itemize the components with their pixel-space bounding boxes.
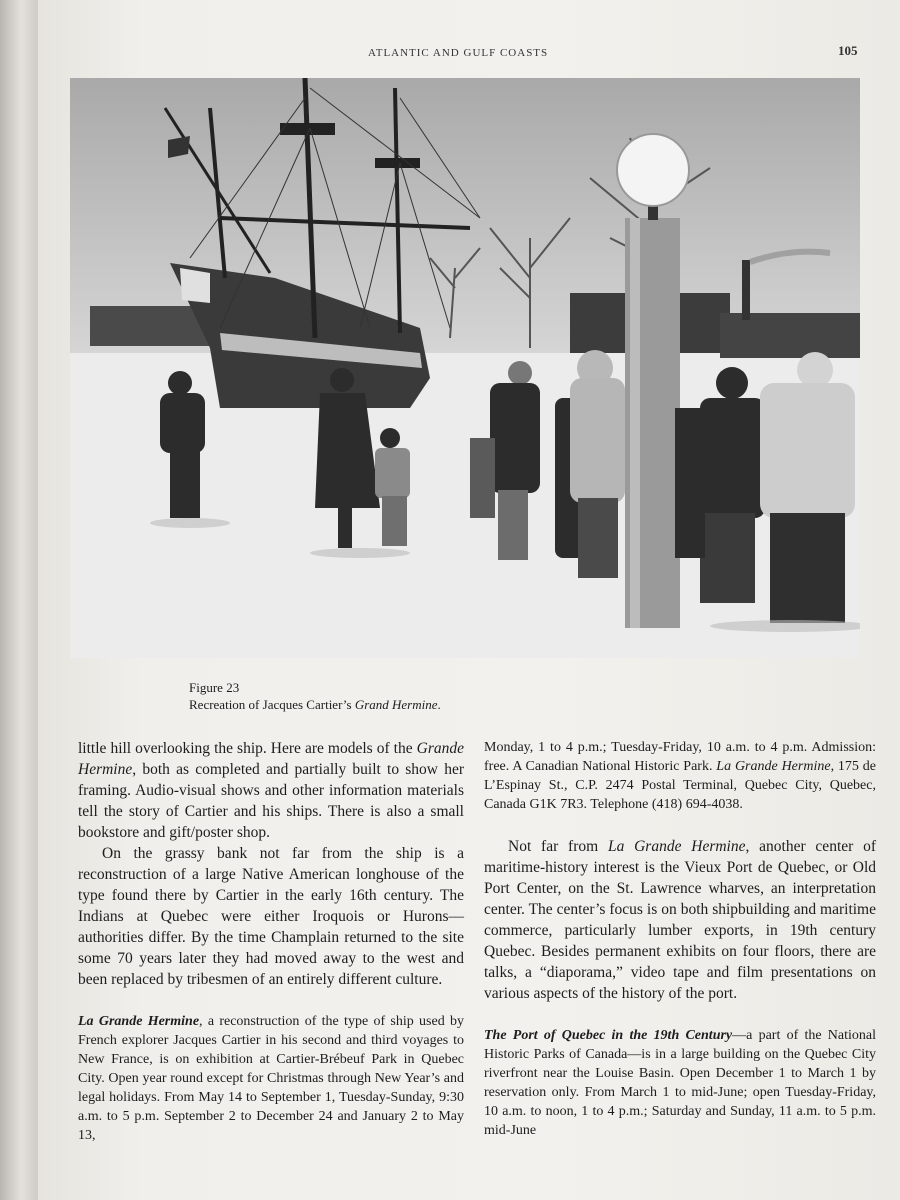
- left-entry: [78, 1012, 464, 1145]
- right-p1-italic: La Grande Hermine: [716, 759, 831, 774]
- right-column: [484, 738, 876, 1140]
- left-entry-text: , a reconstruction of the type of ship used by French explorer Jacques Cartier in his second and third voyages to New France, is on exhibition at Cartier-Brébeuf Park in Quebec City. Open year round except for Christmas through New Year’s and legal holidays. From May 14 to September 1, Tuesday-Sunday, 9:30 a.m. to 5 p.m. September 2 to December 24 and January 2 to May 13,: [78, 1014, 464, 1143]
- right-p2-end: , another center of maritime-history interest is the Vieux Port de Quebec, or Old Port Center, on the St. Lawrence wharves, an interpretation center. The center’s focus is on both shipbuilding and maritime commerce, particularly lumber exports, in 19th century Quebec. Besides permanent exhibits on four floors, there are talks, a “diaporama,” video tape and film presentations on various aspects of the history of the port.: [484, 838, 876, 1002]
- right-entry-title: The Port of Quebec in the 19th Century: [484, 1028, 733, 1043]
- left-p1-rest: , both as completed and partially built to show her framing. Audio-visual shows and other information materials tell the story of Cartier and his ships. There is also a small bookstore and gift/poster shop.: [78, 761, 464, 841]
- left-paragraph-2: On the grassy bank not far from the ship is a reconstruction of a large Native American longhouse of the type found there by Cartier in the early 16th century. The Indians at Quebec were either Iroquois or Hurons—authorities differ. By the time Champlain returned to the site some 70 years later they had moved away to the west and been replaced by tribesmen of an entirely different culture.: [78, 845, 464, 988]
- left-paragraph-1: [78, 738, 464, 843]
- book-page: [38, 0, 900, 1200]
- right-p1-end: , 175 de L’Espinay St., C.P. 2474 Postal Terminal, Quebec City, Quebec, Canada G1K 7R3. Telephone (418) 694-4038.: [484, 759, 876, 812]
- running-head: ATLANTIC AND GULF COASTS: [368, 47, 549, 59]
- right-paragraph-2: [484, 836, 876, 1004]
- right-p1-start: Monday, 1 to 4 p.m.; Tuesday-Friday, 10 a.m. to 4 p.m. Admission: free. A Canadian National Historic Park.: [484, 740, 876, 774]
- figure-label: Figure 23: [189, 680, 240, 695]
- right-p2-italic: La Grande Hermine: [607, 838, 746, 855]
- figure-caption: [189, 679, 441, 713]
- left-p1-italic: Grande Hermine: [78, 740, 465, 778]
- facing-page-edge: [0, 0, 39, 1200]
- left-column: [78, 738, 464, 1145]
- page-number: 105: [838, 43, 858, 58]
- spacer: [78, 990, 464, 1012]
- right-p2-start: Not far from: [508, 838, 608, 855]
- left-p1-line1: little hill overlooking the ship. Here are models of the: [78, 740, 413, 757]
- left-entry-title: La Grande Hermine: [78, 1014, 200, 1029]
- figure-photo: [70, 78, 860, 658]
- caption-italic: Grand Hermine: [354, 697, 438, 712]
- spacer: [484, 1004, 876, 1026]
- figure-caption-text: [189, 696, 441, 713]
- caption-prefix: Recreation of Jacques Cartier’s: [189, 697, 355, 712]
- right-entry-text: —a part of the National Historic Parks of Canada—is in a large building on the Quebec City riverfront near the Louise Basin. Open December 1 to March 1 by reservation only. From March 1 to mid-June; open Tuesday-Friday, 10 a.m. to noon, 1 to 4 p.m.; Saturday and Sunday, 11 a.m. to 5 p.m. mid-June: [484, 1028, 876, 1138]
- right-entry-continued: [484, 738, 876, 814]
- spacer: [484, 814, 876, 836]
- caption-suffix: .: [437, 697, 441, 712]
- right-entry: [484, 1026, 876, 1140]
